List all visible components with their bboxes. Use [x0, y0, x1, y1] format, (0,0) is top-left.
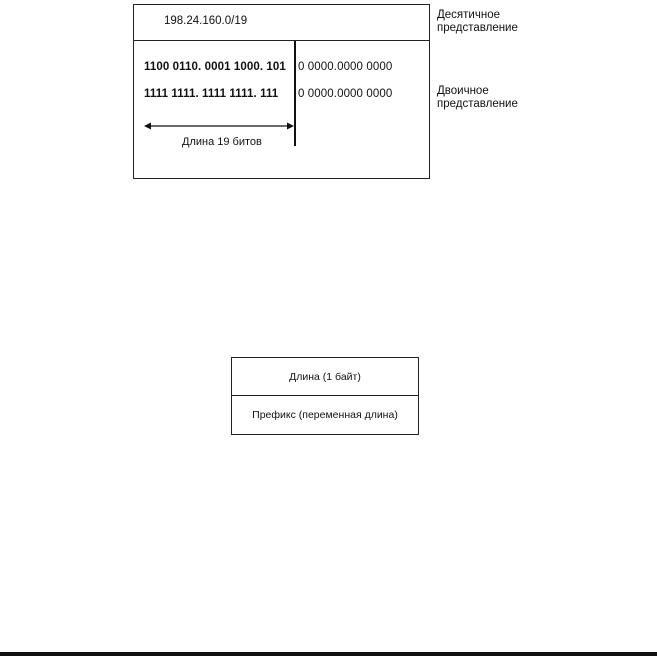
decimal-address: 198.24.160.0/19 — [164, 15, 248, 27]
binary-address-host: 0 0000.0000 0000 — [298, 61, 393, 73]
binary-label-line1: Двоичное — [437, 85, 489, 97]
binary-address-prefix: 1100 0110. 0001 1000. 101 — [144, 61, 286, 73]
length-field — [232, 358, 418, 396]
prefix-field — [232, 396, 418, 434]
prefix-field-label: Префикс (переменная длина) — [252, 409, 398, 421]
decimal-label-line1: Десятичное — [437, 9, 500, 21]
length-field-label: Длина (1 байт) — [289, 370, 361, 383]
prefix-boundary-line — [294, 41, 296, 146]
address-mask-diagram — [133, 4, 430, 179]
length-double-arrow — [144, 120, 294, 132]
decimal-label-line2: представление — [437, 22, 518, 34]
binary-notation-label — [437, 85, 518, 111]
decimal-notation-label — [437, 9, 518, 35]
binary-label-line2: представление — [437, 98, 518, 110]
decimal-row — [134, 5, 429, 41]
binary-mask-prefix: 1111 1111. 1111 1111. 111 — [144, 88, 279, 100]
binary-mask-host: 0 0000.0000 0000 — [298, 88, 393, 100]
page-bottom-border — [0, 652, 657, 656]
length-label: Длина 19 битов — [182, 136, 262, 148]
prefix-encoding-diagram — [231, 357, 419, 435]
